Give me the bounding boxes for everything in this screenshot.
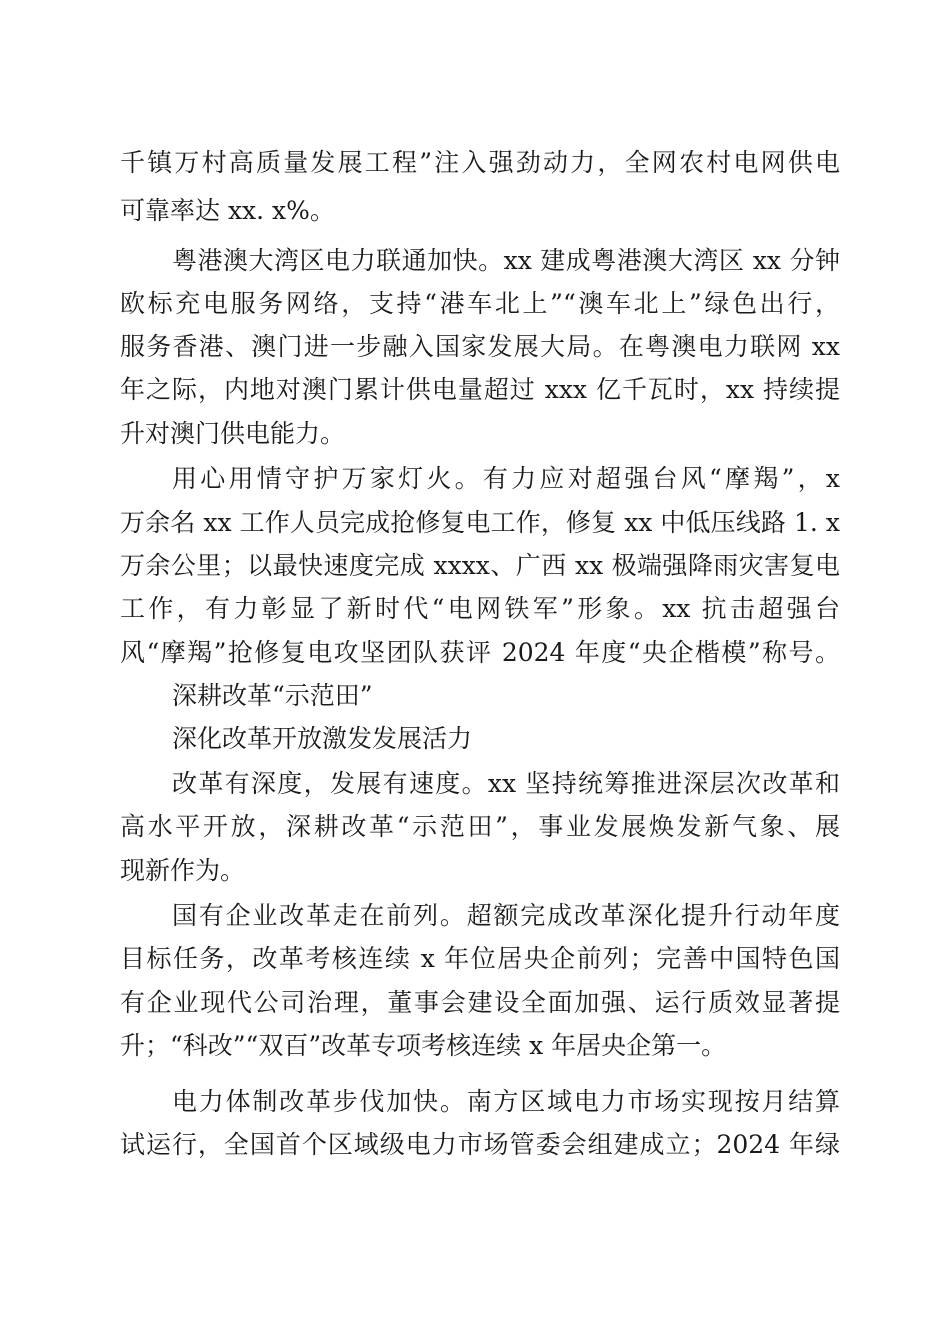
text-line: 欧标充电服务网络，支持“港车北上”“澳车北上”绿色出行， — [120, 289, 840, 318]
text-line: 升；“科改”“双百”改革专项考核连续 x 年居央企第一。 — [120, 1031, 727, 1060]
text-line: 升对澳门供电能力。 — [120, 419, 346, 448]
text-line: 千镇万村高质量发展工程”注入强劲动力，全网农村电网供电 — [120, 148, 840, 177]
text-line: 有企业现代公司治理，董事会建设全面加强、运行质效显著提 — [120, 988, 840, 1017]
section-heading: 深耕改革“示范田” — [172, 681, 373, 710]
paragraph-first-line: 粤港澳大湾区电力联通加快。xx 建成粤港澳大湾区 xx 分钟 — [172, 246, 840, 275]
paragraph-first-line: 电力体制改革步伐加快。南方区域电力市场实现按月结算 — [172, 1087, 840, 1116]
text-line: 高水平开放，深耕改革“示范田”，事业发展焕发新气象、展 — [120, 812, 840, 841]
paragraph-first-line: 国有企业改革走在前列。超额完成改革深化提升行动年度 — [172, 901, 840, 930]
paragraph-first-line: 用心用情守护万家灯火。有力应对超强台风“摩羯”，x — [172, 464, 840, 493]
text-line: 可靠率达 xx. x%。 — [120, 196, 335, 225]
text-line: 万余公里；以最快速度完成 xxxx、广西 xx 极端强降雨灾害复电 — [120, 551, 840, 580]
text-line: 服务香港、澳门进一步融入国家发展大局。在粤澳电力联网 xx — [120, 332, 840, 361]
text-line: 目标任务，改革考核连续 x 年位居央企前列；完善中国特色国 — [120, 944, 840, 973]
text-line: 年之际，内地对澳门累计供电量超过 xxx 亿千瓦时，xx 持续提 — [120, 375, 840, 404]
text-line: 工作，有力彰显了新时代“电网铁军”形象。xx 抗击超强台 — [120, 594, 840, 623]
text-line: 现新作为。 — [120, 856, 246, 885]
section-subheading: 深化改革开放激发发展活力 — [172, 724, 473, 753]
paragraph-first-line: 改革有深度，发展有速度。xx 坚持统筹推进深层次改革和 — [172, 769, 840, 798]
text-line: 风“摩羯”抢修复电攻坚团队获评 2024 年度“央企楷模”称号。 — [120, 638, 840, 667]
text-line: 试运行，全国首个区域级电力市场管委会组建成立；2024 年绿 — [120, 1130, 840, 1159]
text-line: 万余名 xx 工作人员完成抢修复电工作，修复 xx 中低压线路 1. x — [120, 508, 840, 537]
